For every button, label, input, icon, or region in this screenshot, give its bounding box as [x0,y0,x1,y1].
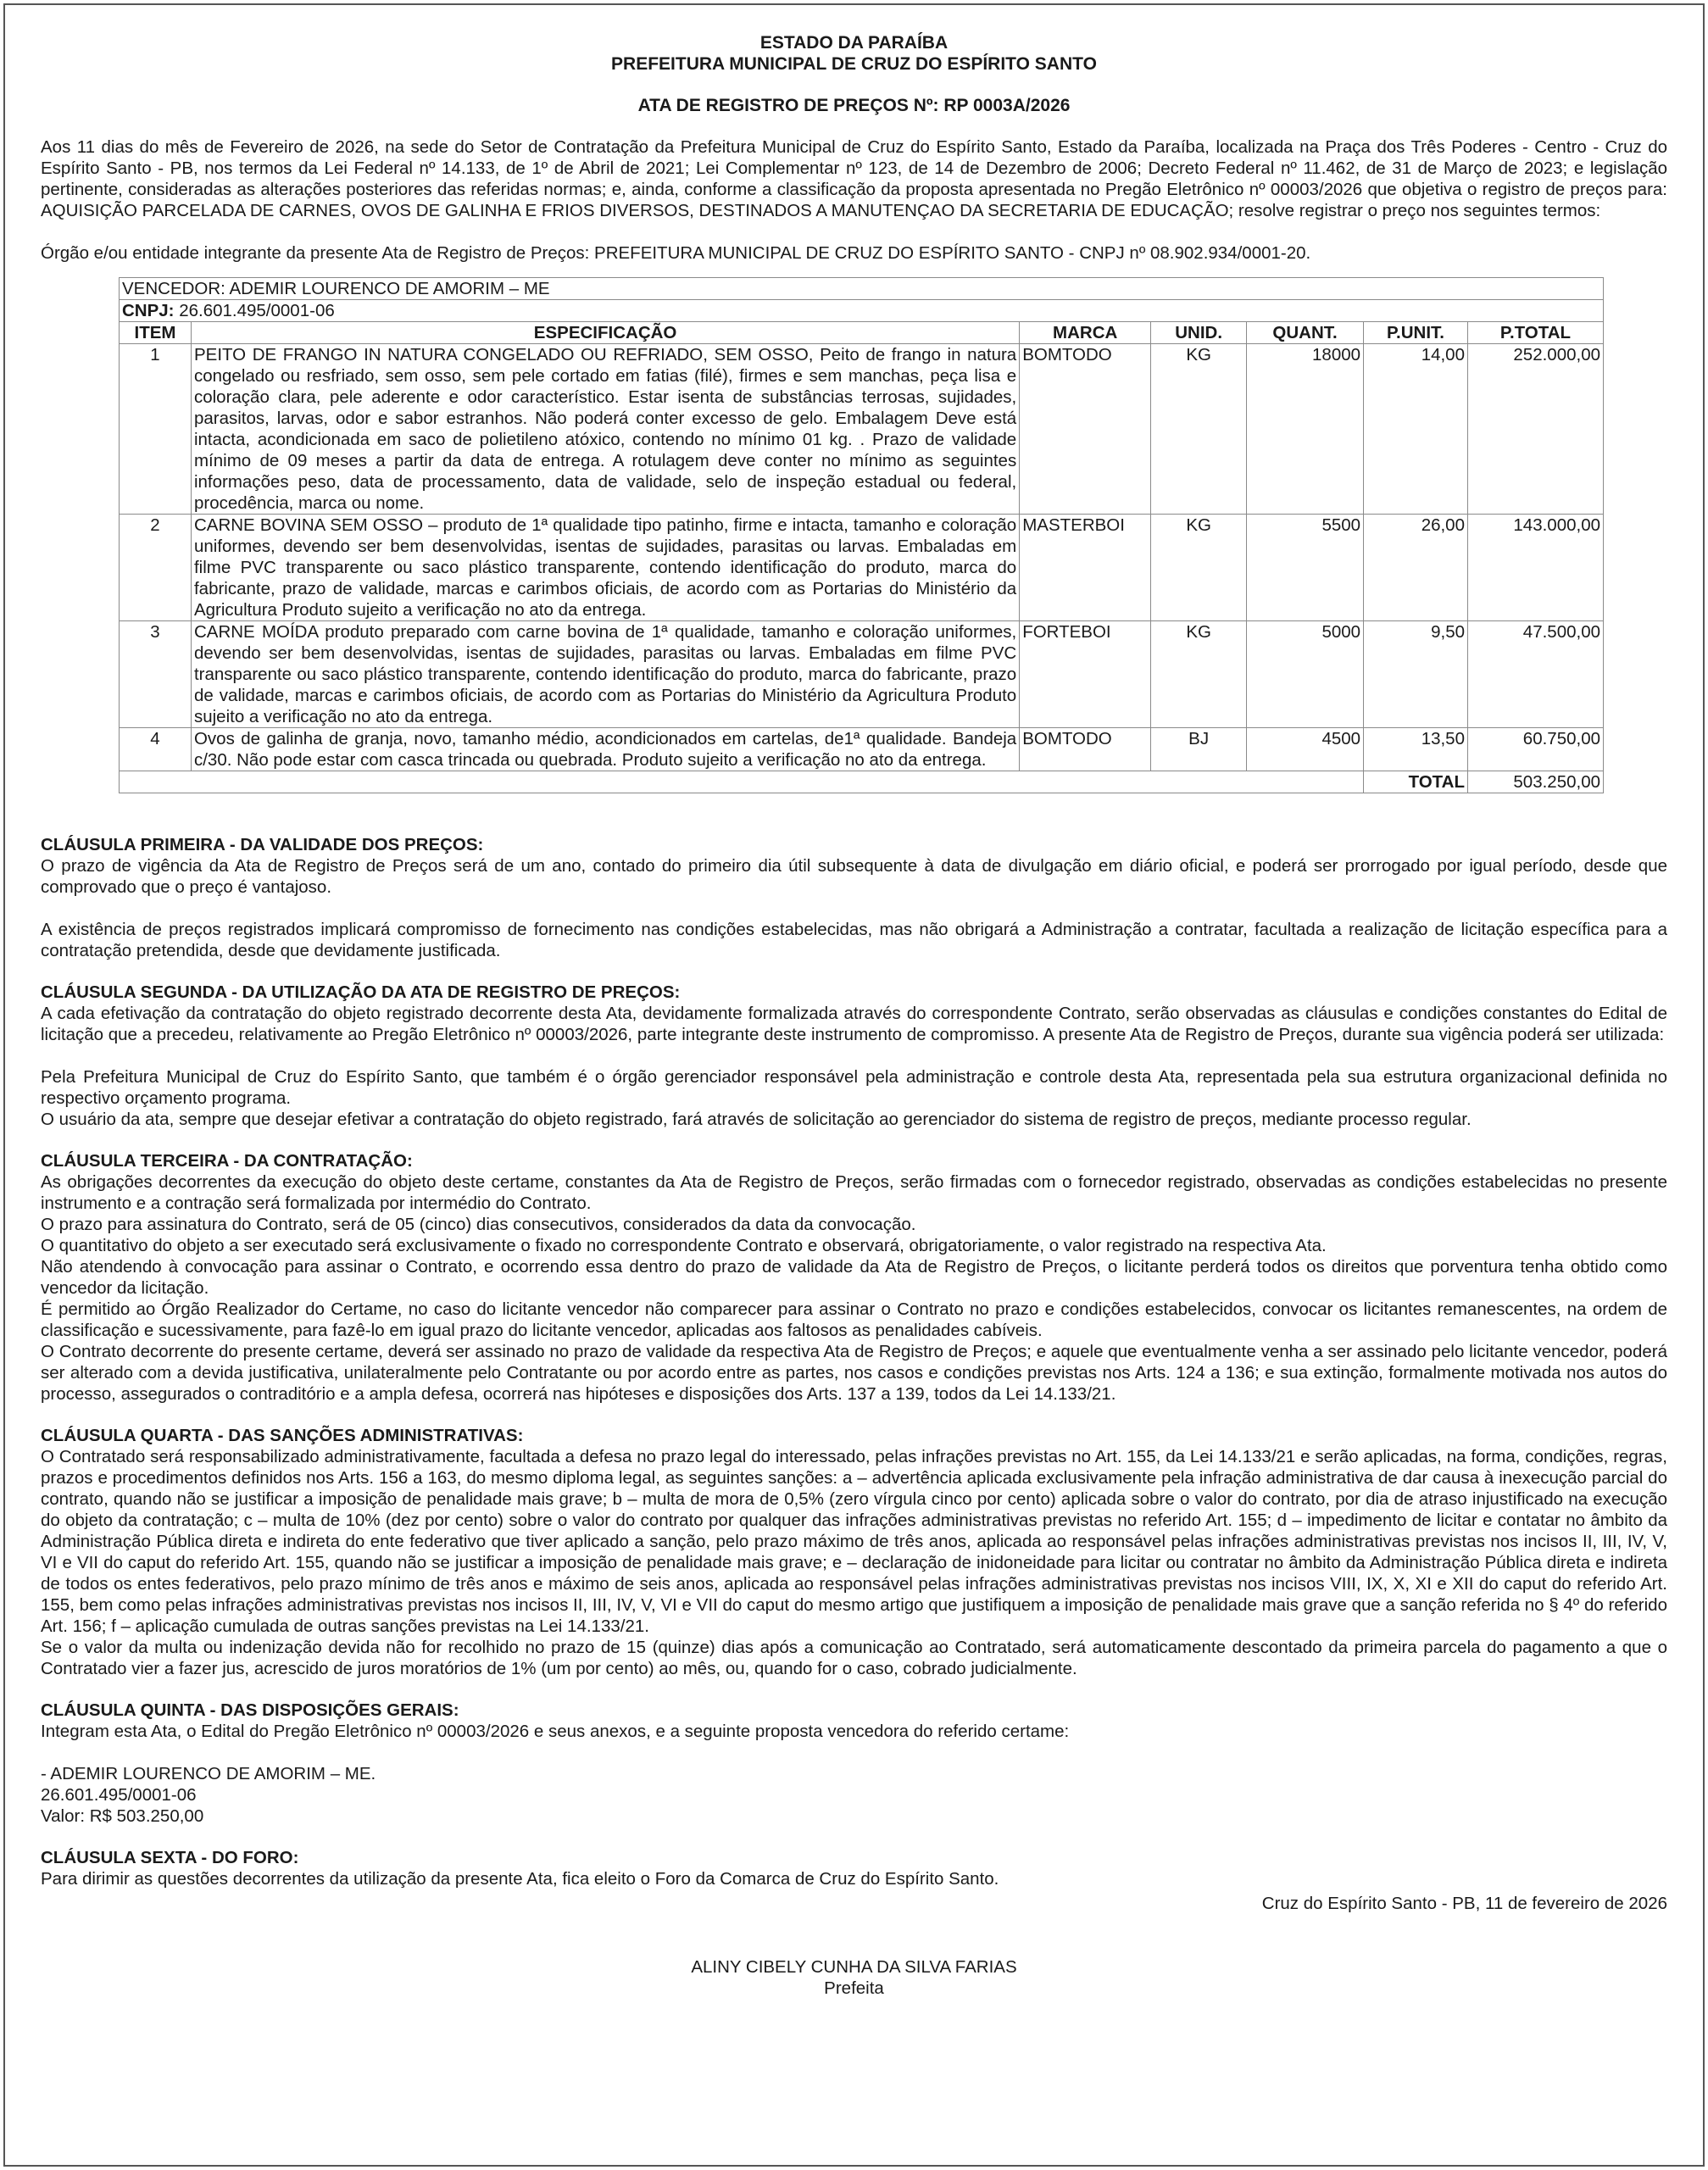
municipality-name: PREFEITURA MUNICIPAL DE CRUZ DO ESPÍRITO SANTO [611,54,1097,74]
clause-3-paragraph-4: Não atendendo à convocação para assinar o Contrato, e ocorrendo essa dentro do prazo de validade da Ata de Registro de Preços, o licitante perderá todos os direitos que porventura tenha obtido como vencedor da licitação. [41,1257,1667,1298]
col-brand-header: MARCA [1020,322,1151,344]
clause-5-paragraph-1: Integram esta Ata, o Edital do Pregão Eletrônico nº 00003/2026 e seus anexos, e a seguinte proposta vencedora do referido certame: [41,1722,1070,1741]
item-brand: BOMTODO [1020,728,1151,771]
price-table [119,277,1604,793]
vendor-row [120,278,1604,300]
item-number: 3 [120,621,192,728]
cnpj-cell [120,300,1604,322]
item-qty: 5000 [1247,621,1364,728]
signer-name: ALINY CIBELY CUNHA DA SILVA FARIAS [691,1957,1017,1977]
item-number: 4 [120,728,192,771]
total-label: TOTAL [1364,771,1468,793]
table-row [120,515,1604,621]
clause-3-paragraph-5: É permitido ao Órgão Realizador do Certame, no caso do licitante vencedor não comparecer para assinar o Contrato no prazo e condições estabelecidos, convocar os licitantes remanescentes, na ordem de classificação e sucessivamente, para fazê-lo em igual prazo do licitante vencedor, aplicadas aos faltosos as penalidades cabíveis. [41,1299,1667,1340]
state-name: ESTADO DA PARAÍBA [759,33,949,53]
item-spec: Ovos de galinha de granja, novo, tamanho médio, acondicionados em cartelas, de1ª qualidade. Bandeja c/30. Não pode estar com casca trincada ou quebrada. Produto sujeito a verificação no ato da entrega. [191,728,1019,771]
clause-2-paragraph-1: A cada efetivação da contratação do objeto registrado decorrente desta Ata, devidamente formalizada através do correspondente Contrato, serão observadas as cláusulas e condições constantes do Edital de licitação que a precedeu, relativamente ao Pregão Eletrônico nº 00003/2026, parte integrante deste instrumento de compromisso. A presente Ata de Registro de Preços, durante sua vigência poderá ser utilizada: [41,1004,1667,1044]
item-spec: CARNE MOÍDA produto preparado com carne bovina de 1ª qualidade, tamanho e coloração uniformes, devendo ser bem desenvolvidas, isentas de sujidades, parasitas ou larvas. Embaladas em filme PVC transparente ou saco plástico transparente, contendo identificação do produto, marca do fabricante, prazo de validade, marcas e carimbos oficiais, de acordo com as Portarias do Ministério da Agricultura Produto sujeito a verificação no ato da entrega. [191,621,1019,728]
table-row [120,621,1604,728]
clause-3-paragraph-2: O prazo para assinatura do Contrato, será de 05 (cinco) dias consecutivos, considerados da data da convocação. [41,1215,916,1234]
item-brand: MASTERBOI [1020,515,1151,621]
item-unit: BJ [1151,728,1247,771]
clause-3 [41,1150,1667,1405]
item-unit-price: 13,50 [1364,728,1468,771]
clause-3-paragraph-6: O Contrato decorrente do presente certame, deverá ser assinado no prazo de validade da respectiva Ata de Registro de Preços; e aquele que eventualmente venha a ser assinado pelo licitante vencedor, poderá ser alterado com a devida justificativa, unilateralmente pelo Contratante ou por acordo entre as partes, nos casos e condições previstas nos Arts. 124 a 136; e sua extinção, formalmente motivada nos autos do processo, assegurados o contraditório e a ampla defesa, ocorrerá nas hipóteses e disposições dos Arts. 137 a 139, todos da Lei 14.133/21. [41,1342,1667,1404]
orgao-paragraph: Órgão e/ou entidade integrante da presente Ata de Registro de Preços: PREFEITURA MUNICIPAL DE CRUZ DO ESPÍRITO SANTO - CNPJ nº 08.902.934/0001-20. [41,243,1311,263]
clause-1-paragraph-2: A existência de preços registrados implicará compromisso de fornecimento nas condições estabelecidas, mas não obrigará a Administração a contratar, facultada a realização de licitação específica para a contratação pretendida, desde que devidamente justificada. [41,920,1667,960]
cnpj-row [120,300,1604,322]
cnpj-value: 26.601.495/0001-06 [174,301,335,320]
clause-1 [41,834,1667,961]
vendor-cell: VENCEDOR: ADEMIR LOURENCO DE AMORIM – ME [120,278,1604,300]
col-item-header: ITEM [120,322,192,344]
col-unit-header: UNID. [1151,322,1247,344]
clause-6 [41,1847,1667,1889]
intro-paragraph: Aos 11 dias do mês de Fevereiro de 2026, na sede do Setor de Contratação da Prefeitura Municipal de Cruz do Espírito Santo, Estado da Paraíba, localizada na Praça dos Três Poderes - Centro - Cruz do Espírito Santo - PB, nos termos da Lei Federal nº 14.133, de 1º de Abril de 2021; Lei Complementar nº 123, de 14 de Dezembro de 2006; Decreto Federal nº 11.462, de 31 de Março de 2023; e legislação pertinente, consideradas as alterações posteriores das referidas normas; e, ainda, conforme a classificação da proposta apresentada no Pregão Eletrônico nº 00003/2026 que objetiva o registro de preços para: AQUISIÇÃO PARCELADA DE CARNES, OVOS DE GALINHA E FRIOS DIVERSOS, DESTINADOS A MANUTENÇAO DA SECRETARIA DE EDUCAÇÃO; resolve registrar o preço nos seguintes termos: [41,137,1667,220]
total-value: 503.250,00 [1468,771,1604,793]
date-line: Cruz do Espírito Santo - PB, 11 de fevereiro de 2026 [1261,1894,1667,1913]
item-spec: CARNE BOVINA SEM OSSO – produto de 1ª qualidade tipo patinho, firme e intacta, tamanho e coloração uniformes, devendo ser bem desenvolvidas, isentas de sujidades, parasitas ou larvas. Embaladas em filme PVC transparente ou saco plástico transparente, contendo identificação do produto, marca do fabricante, prazo de validade, marcas e carimbos oficiais, de acordo com as Portarias do Ministério da Agricultura Produto sujeito a verificação no ato da entrega. [191,515,1019,621]
table-row [120,344,1604,515]
clause-4-paragraph-1: O Contratado será responsabilizado administrativamente, facultada a defesa no prazo legal do interessado, pelas infrações previstas no Art. 155, da Lei 14.133/21 e serão aplicadas, na forma, condições, regras, prazos e procedimentos definidos nos Arts. 156 a 163, do mesmo diploma legal, as seguintes sanções: a – advertência aplicada exclusivamente pela infração administrativa de dar causa à inexecução parcial do contrato, quando não se justificar a imposição de penalidade mais grave; b – multa de mora de 0,5% (zero vírgula cinco por cento) aplicada sobre o valor do contrato, por dia de atraso injustificado na execução do objeto da contratação; c – multa de 10% (dez por cento) sobre o valor do contrato por qualquer das infrações administrativas previstas no referido Art. 155; d – impedimento de licitar e contatar no âmbito da Administração Pública direta e indireta do ente federativo que tiver aplicado a sanção, pelo prazo máximo de três anos, aplicada ao responsável pelas infrações administrativas previstas nos incisos II, III, IV, V, VI e VII do caput do referido Art. 155, quando não se justificar a imposição de penalidade mais grave; e – declaração de inidoneidade para licitar ou contratar no âmbito da Administração Pública direta e indireta de todos os entes federativos, pelo prazo mínimo de três anos e máximo de seis anos, aplicada ao responsável pelas infrações administrativas previstas nos incisos VIII, IX, X, XI e XII do caput do referido Art. 155, bem como pelas infrações administrativas previstas nos incisos II, III, IV, V, VI e VII do caput do mesmo artigo que justifiquem a imposição de penalidade mais grave que a sanção referida no § 4º do referido Art. 156; f – aplicação cumulada de outras sanções previstas na Lei 14.133/21. [41,1447,1667,1636]
item-total-price: 143.000,00 [1468,515,1604,621]
clause-3-paragraph-3: O quantitativo do objeto a ser executado será exclusivamente o fixado no correspondente Contrato e observará, obrigatoriamente, o valor registrado na respectiva Ata. [41,1236,1327,1255]
cnpj-label: CNPJ: [122,301,175,320]
col-spec-header: ESPECIFICAÇÃO [191,322,1019,344]
col-total-price-header: P.TOTAL [1468,322,1604,344]
clause-5-value: Valor: R$ 503.250,00 [41,1806,204,1826]
item-total-price: 60.750,00 [1468,728,1604,771]
ata-title: ATA DE REGISTRO DE PREÇOS Nº: RP 0003A/2026 [637,96,1071,115]
clause-4-paragraph-2: Se o valor da multa ou indenização devida não for recolhido no prazo de 15 (quinze) dias após a comunicação ao Contratado, será automaticamente descontado da primeira parcela do pagamento a que o Contratado vier a fazer jus, acrescido de juros moratórios de 1% (um por cento) ao mês, ou, quando for o caso, cobrado judicialmente. [41,1638,1667,1678]
item-unit: KG [1151,515,1247,621]
clause-1-paragraph-1: O prazo de vigência da Ata de Registro de Preços será de um ano, contado do primeiro dia útil subsequente à data de divulgação em diário oficial, e poderá ser prorrogado por igual período, desde que comprovado que o preço é vantajoso. [41,856,1667,897]
item-qty: 5500 [1247,515,1364,621]
item-total-price: 252.000,00 [1468,344,1604,515]
clause-2-title: CLÁUSULA SEGUNDA - DA UTILIZAÇÃO DA ATA DE REGISTRO DE PREÇOS: [41,982,681,1002]
item-total-price: 47.500,00 [1468,621,1604,728]
clause-6-title: CLÁUSULA SEXTA - DO FORO: [41,1848,299,1867]
item-unit-price: 9,50 [1364,621,1468,728]
clause-2-paragraph-3: O usuário da ata, sempre que desejar efetivar a contratação do objeto registrado, fará através de solicitação ao gerenciador do sistema de registro de preços, mediante processo regular. [41,1110,1472,1129]
clause-3-paragraph-1: As obrigações decorrentes da execução do objeto deste certame, constantes da Ata de Registro de Preços, serão firmadas com o fornecedor registrado, observadas as condições estabelecidas no presente instrumento e a contração será formalizada por intermédio do Contrato. [41,1172,1667,1213]
item-brand: BOMTODO [1020,344,1151,515]
signature-block [41,1956,1667,1999]
item-number: 1 [120,344,192,515]
clause-5-title: CLÁUSULA QUINTA - DAS DISPOSIÇÕES GERAIS: [41,1700,459,1720]
document-header [41,32,1667,116]
col-qty-header: QUANT. [1247,322,1364,344]
item-brand: FORTEBOI [1020,621,1151,728]
item-spec: PEITO DE FRANGO IN NATURA CONGELADO OU REFRIADO, SEM OSSO, Peito de frango in natura congelado ou resfriado, sem osso, sem pele cortado em fatias (filé), firmes e sem manchas, peça lisa e coloração clara, pele aderente e odor característico. Estar isenta de substâncias terrosas, sujidades, parasitos, larvas, odor e sabor estranhos. Não poderá conter excesso de gelo. Embalagem Deve está intacta, acondicionada em saco de polietileno atóxico, contendo no mínimo 01 kg. . Prazo de validade mínimo de 09 meses a partir da data de entrega. A rotulagem deve conter no mínimo as seguintes informações peso, data de processamento, data de validade, selo de inspeção estadual ou federal, procedência, marca ou nome. [191,344,1019,515]
item-unit: KG [1151,621,1247,728]
document-page [3,3,1705,2167]
clause-3-title: CLÁUSULA TERCEIRA - DA CONTRATAÇÃO: [41,1151,413,1171]
table-header-row [120,322,1604,344]
clause-5-vendor: - ADEMIR LOURENCO DE AMORIM – ME. [41,1764,376,1783]
clause-4 [41,1425,1667,1679]
item-number: 2 [120,515,192,621]
col-unit-price-header: P.UNIT. [1364,322,1468,344]
total-row [120,771,1604,793]
signer-role: Prefeita [824,1978,884,1998]
clause-6-paragraph-1: Para dirimir as questões decorrentes da utilização da presente Ata, fica eleito o Foro da Comarca de Cruz do Espírito Santo. [41,1869,999,1889]
item-unit: KG [1151,344,1247,515]
item-unit-price: 26,00 [1364,515,1468,621]
clause-5-cnpj: 26.601.495/0001-06 [41,1785,197,1805]
item-qty: 4500 [1247,728,1364,771]
table-row [120,728,1604,771]
item-qty: 18000 [1247,344,1364,515]
item-unit-price: 14,00 [1364,344,1468,515]
clause-2 [41,982,1667,1130]
clause-1-title: CLÁUSULA PRIMEIRA - DA VALIDADE DOS PREÇOS: [41,835,484,854]
clause-2-paragraph-2: Pela Prefeitura Municipal de Cruz do Espírito Santo, que também é o órgão gerenciador responsável pela administração e controle desta Ata, representada pela sua estrutura organizacional definida no respectivo orçamento programa. [41,1067,1667,1108]
clause-4-title: CLÁUSULA QUARTA - DAS SANÇÕES ADMINISTRATIVAS: [41,1426,524,1445]
clause-5 [41,1700,1667,1827]
